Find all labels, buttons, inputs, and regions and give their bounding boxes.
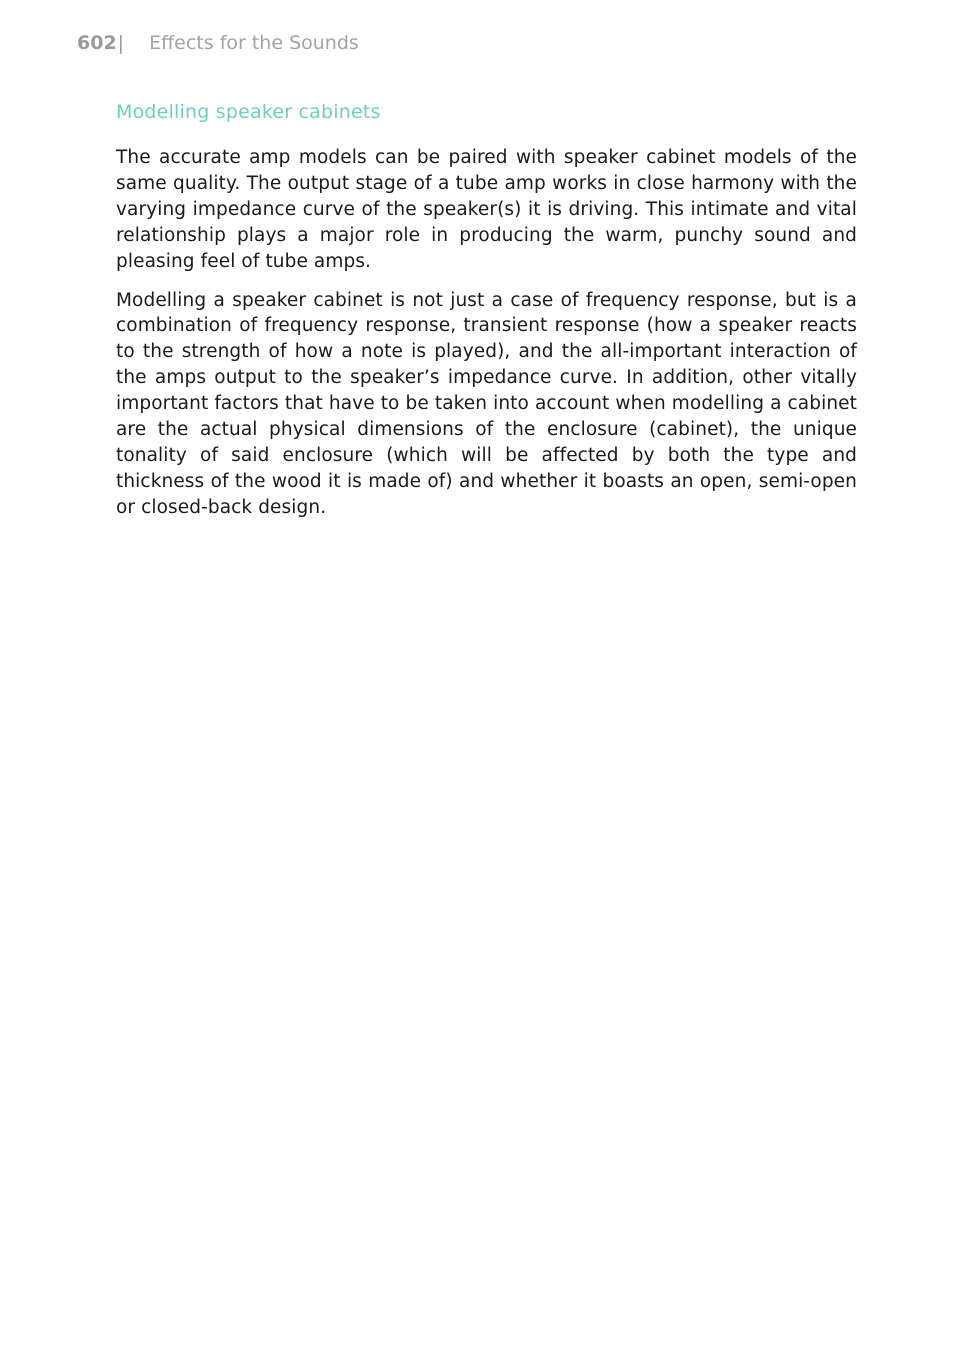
running-section-title: Effects for the Sounds (149, 32, 359, 54)
section-heading: Modelling speaker cabinets (116, 101, 381, 123)
page-number: 602 (77, 32, 117, 54)
running-header (77, 32, 359, 58)
header-separator: | (117, 32, 125, 54)
page-content (116, 98, 857, 534)
body-paragraph: The accurate amp models can be paired with speaker cabinet models of the same quality. The output stage of a tube amp works in close harmony with the varying impedance curve of the speaker(s) it is driving. This intimate and vital relationship plays a major role in producing the warm, punchy sound and pleasing feel of tube amps. (116, 147, 857, 272)
body-paragraph: Modelling a speaker cabinet is not just a case of frequency response, but is a combination of frequency response, transient response (how a speaker reacts to the strength of how a note is played), and the all-important interaction of the amps output to the speaker’s impedance curve. In addition, other vitally important factors that have to be taken into account when modelling a cabinet are the actual physical dimensions of the enclosure (cabinet), the unique tonality of said enclosure (which will be affected by both the type and thickness of the wood it is made of) and whether it boasts an open, semi-open or closed-back design. (116, 289, 857, 518)
